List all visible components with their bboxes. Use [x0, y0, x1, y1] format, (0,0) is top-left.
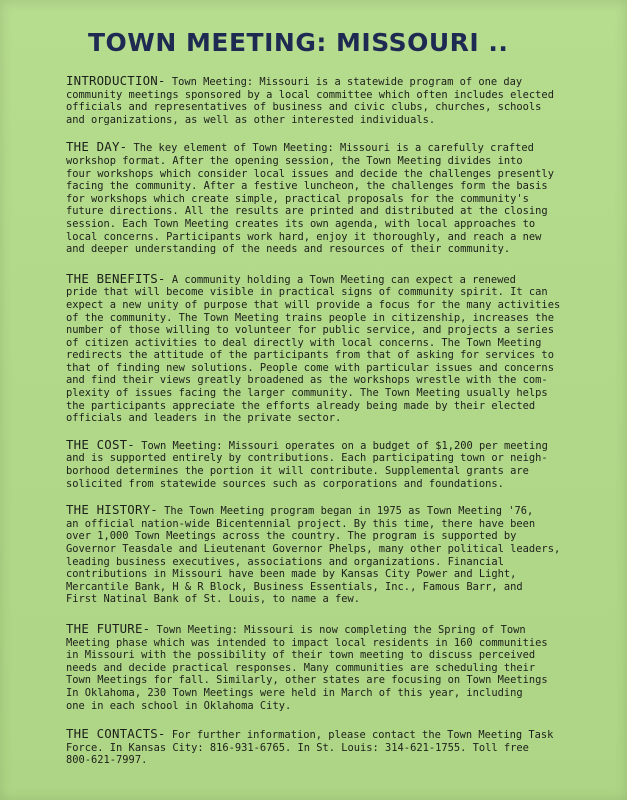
section-introduction [66, 75, 581, 126]
section-heading: INTRODUCTION- [66, 73, 166, 88]
section-text: A community holding a Town Meeting can expect a renewed pride that will become visible in practical signs of community spirit. It can expect a new unity of purpose that will provide a focus for the many activities of the community. The Town Meeting trains people in citizenship, increases the number of those willing to volunteer for public service, and projects a series of citizen activities to deal directly with local concerns. The Town Meeting redirects the attitude of the participants from that of asking for services to that of finding new solutions. People come with particular issues and concerns and find their views greatly broadened as the workshops wrestle with the com- plexity of issues facing the larger community. The Town Meeting usually helps the participants appreciate the efforts already being made by their elected officials and leaders in the private sector. [66, 273, 561, 425]
section-text: The Town Meeting program began in 1975 as Town Meeting '76, an official nation-wide Bicentennial project. By this time, there have been over 1,000 Town Meetings across the country. The program is supported by Governor Teasdale and Lieutenant Governor Phelps, many other political leaders, leading business executives, associations and organizations. Financial contributions in Missouri have been made by Kansas City Power and Light, Mercantile Bank, H & R Block, Business Essentials, Inc., Famous Barr, and First Natinal Bank of St. Louis, to name a few. [66, 505, 561, 606]
section-heading: THE DAY- [66, 139, 128, 155]
section-heading: THE FUTURE- [66, 620, 151, 636]
section-the-future [66, 620, 581, 712]
section-the-contacts [66, 728, 581, 767]
section-text: Town Meeting: Missouri operates on a budget of $1,200 per meeting and is supported entirely by contributions. Each participating town or neigh- borhood determines the portion it will contribute. Supplemental grants are solicited from statewide sources such as corporations and foundations. [66, 439, 548, 490]
section-heading: THE BENEFITS- [66, 270, 166, 286]
section-the-day [66, 141, 581, 255]
section-the-benefits [66, 270, 581, 425]
section-text: For further information, please contact the Town Meeting Task Force. In Kansas City: 816-931-6765. In St. Louis: 314-621-1755. Toll free 800-621-7997. [66, 729, 554, 767]
section-the-history [66, 504, 581, 606]
section-text: Town Meeting: Missouri is now completing the Spring of Town Meeting phase which was intended to impact local residents in 160 communities in Missouri with the possibility of their town meeting to discuss perceived needs and decide practical responses. Many communities are scheduling their Town Meetings for fall. Similarly, other states are focusing on Town Meetings In Oklahoma, 230 Town Meetings were held in March of this year, including one in each school in Oklahoma City. [66, 623, 548, 712]
section-heading: THE HISTORY- [66, 502, 158, 518]
section-text: Town Meeting: Missouri is a statewide program of one day community meetings sponsored by a local committee which often includes elected officials and representatives of business and civic clubs, churches, schools and organizations, as well as other interested individuals. [66, 76, 554, 126]
section-heading: THE COST- [66, 436, 135, 452]
document-body [66, 75, 581, 781]
section-heading: THE CONTACTS- [66, 726, 166, 742]
section-text: The key element of Town Meeting: Missouri is a carefully crafted workshop format. After the opening session, the Town Meeting divides into four workshops which consider local issues and decide the challenges presently facing the community. After a festive luncheon, the challenges form the basis for workshops which create simple, practical proposals for the community's future directions. All the results are printed and distributed at the closing session. Each Town Meeting creates its own agenda, with local approaches to local concerns. Participants work hard, enjoy it thoroughly, and reach a new and deeper understanding of the needs and resources of their community. [66, 142, 554, 256]
section-the-cost [66, 436, 581, 490]
document-title: TOWN MEETING: MISSOURI .. [88, 28, 509, 57]
